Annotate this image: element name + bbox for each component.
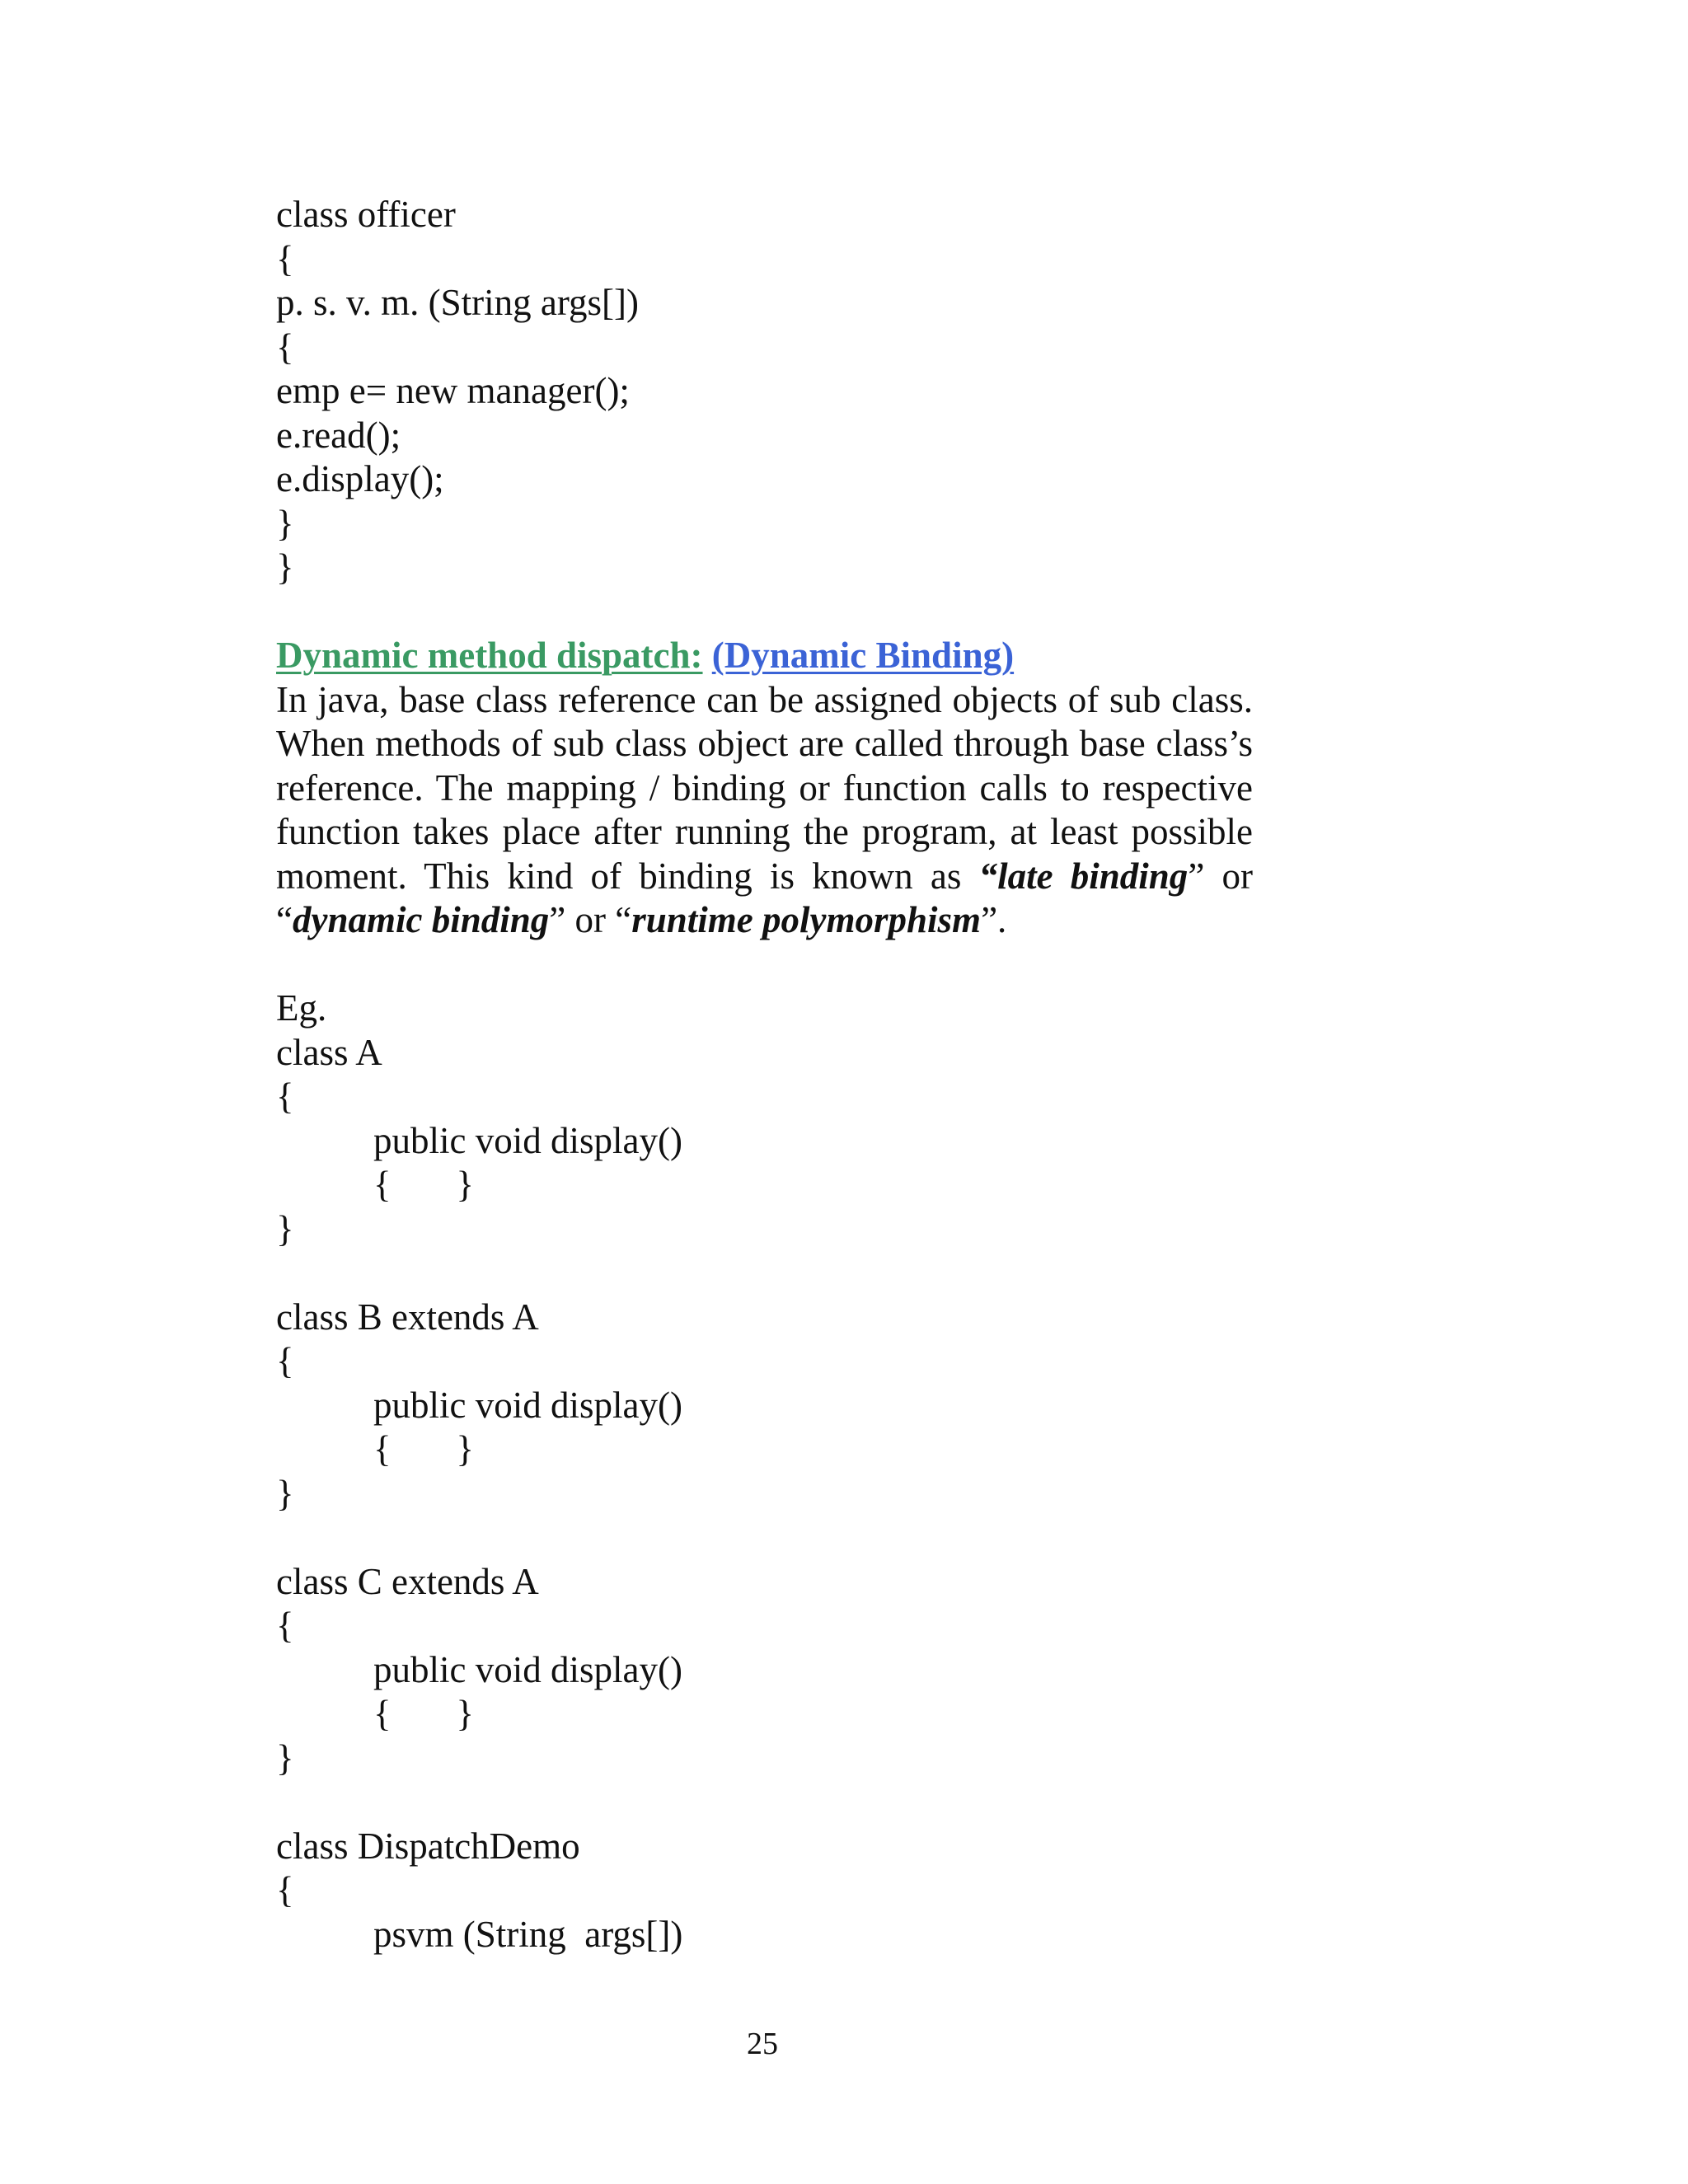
code-line: psvm (String args[]): [373, 1913, 683, 1955]
code-line: {: [276, 1869, 294, 1910]
code-line: {: [276, 1605, 294, 1646]
code-line: e.display();: [276, 458, 444, 499]
code-line: public void display(): [373, 1384, 682, 1426]
term-dynamic-binding: dynamic binding: [292, 899, 550, 940]
heading-main: Dynamic method dispatch:: [276, 635, 703, 676]
term-late-binding: “late binding: [978, 855, 1189, 897]
code-line: }: [276, 1472, 294, 1514]
code-line: {: [276, 1340, 294, 1381]
section-heading: [276, 634, 1253, 678]
code-line: {: [276, 237, 294, 279]
spacer: [276, 1516, 1253, 1560]
page-number: 25: [747, 2027, 778, 2061]
code-line: {: [276, 326, 294, 368]
separator: ” or “: [549, 899, 632, 940]
code-line: { }: [373, 1428, 474, 1469]
paragraph-text: In java, base class reference can be assigned objects of sub class. When methods of sub class object are called through base class’s reference. The mapping / binding or function calls to respective function takes place after running the program, at least possible moment. This kind of binding is known as: [276, 678, 1253, 897]
spacer: [276, 1780, 1253, 1825]
code-block-class-a: [276, 1031, 1253, 1252]
code-line: class officer: [276, 194, 456, 235]
spacer: [276, 1251, 1253, 1296]
code-line: class A: [276, 1031, 382, 1073]
spacer: [276, 590, 1253, 635]
code-line: public void display(): [373, 1648, 682, 1690]
spacer: [276, 943, 1253, 987]
code-line: }: [276, 1736, 294, 1779]
code-line: }: [276, 1207, 294, 1249]
heading-sub: (Dynamic Binding): [711, 635, 1015, 676]
code-line: { }: [373, 1164, 474, 1205]
code-line: class DispatchDemo: [276, 1825, 580, 1867]
example-label: Eg.: [276, 987, 327, 1029]
code-line: e.read();: [276, 414, 401, 456]
page-content: [276, 193, 1253, 1957]
code-line: class B extends A: [276, 1296, 539, 1338]
term-runtime-polymorphism: runtime polymorphism: [631, 899, 982, 940]
code-line: p. s. v. m. (String args[]): [276, 282, 639, 323]
code-line: {: [276, 1076, 294, 1117]
code-line: public void display(): [373, 1119, 682, 1161]
code-line: { }: [373, 1693, 474, 1734]
code-block-class-b: [276, 1296, 1253, 1516]
paragraph-end: ”.: [981, 899, 1007, 940]
code-block-class-c: [276, 1560, 1253, 1781]
code-line: emp e= new manager();: [276, 370, 630, 411]
code-line: }: [276, 502, 294, 544]
section-paragraph: [276, 678, 1253, 943]
code-line: }: [276, 546, 294, 588]
code-block-officer: [276, 193, 1253, 590]
code-block-dispatch-demo: [276, 1825, 1253, 1957]
code-line: class C extends A: [276, 1560, 539, 1602]
separator: ” or “: [276, 855, 1253, 940]
